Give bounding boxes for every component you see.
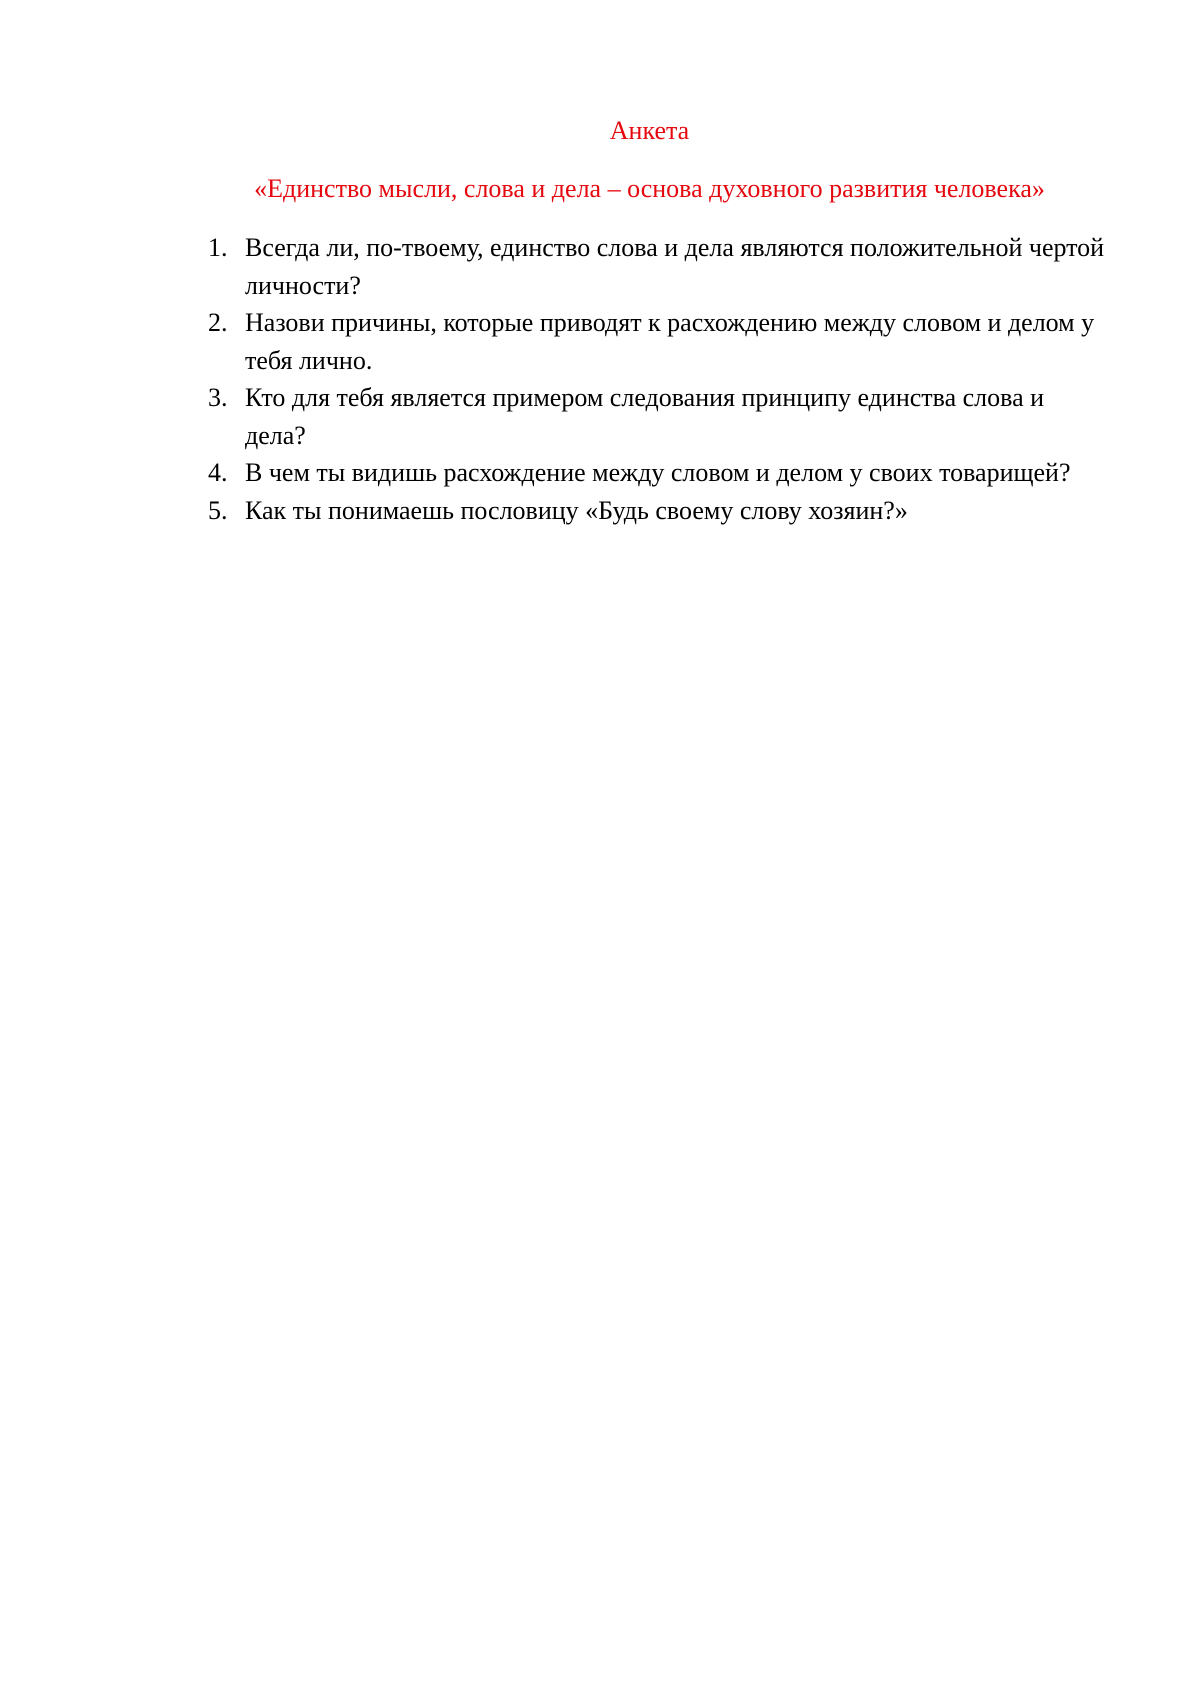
question-item xyxy=(208,379,1108,454)
question-number: 3. xyxy=(208,383,228,412)
question-text: Всегда ли, по-твоему, единство слова и дела являются положительной чертой личности? xyxy=(245,233,1105,300)
question-text: Назови причины, которые приводят к расхождению между словом и делом у тебя лично. xyxy=(245,308,1095,375)
document-title: Анкета xyxy=(609,116,690,145)
question-number: 4. xyxy=(208,458,228,487)
question-text: В чем ты видишь расхождение между словом и делом у своих товарищей? xyxy=(245,458,1071,487)
questions-list xyxy=(208,229,1108,529)
question-number: 2. xyxy=(208,308,228,337)
question-number: 5. xyxy=(208,495,228,525)
question-number: 1. xyxy=(208,233,228,262)
question-text: Как ты понимаешь пословицу «Будь своему слову хозяин?» xyxy=(245,495,908,525)
question-item xyxy=(208,492,1108,530)
question-item xyxy=(208,229,1108,304)
question-item xyxy=(208,454,1108,492)
document-subtitle: «Единство мысли, слова и дела – основа духовного развития человека» xyxy=(254,174,1045,203)
question-item xyxy=(208,304,1108,379)
question-text: Кто для тебя является примером следования принципу единства слова и дела? xyxy=(245,383,1045,450)
